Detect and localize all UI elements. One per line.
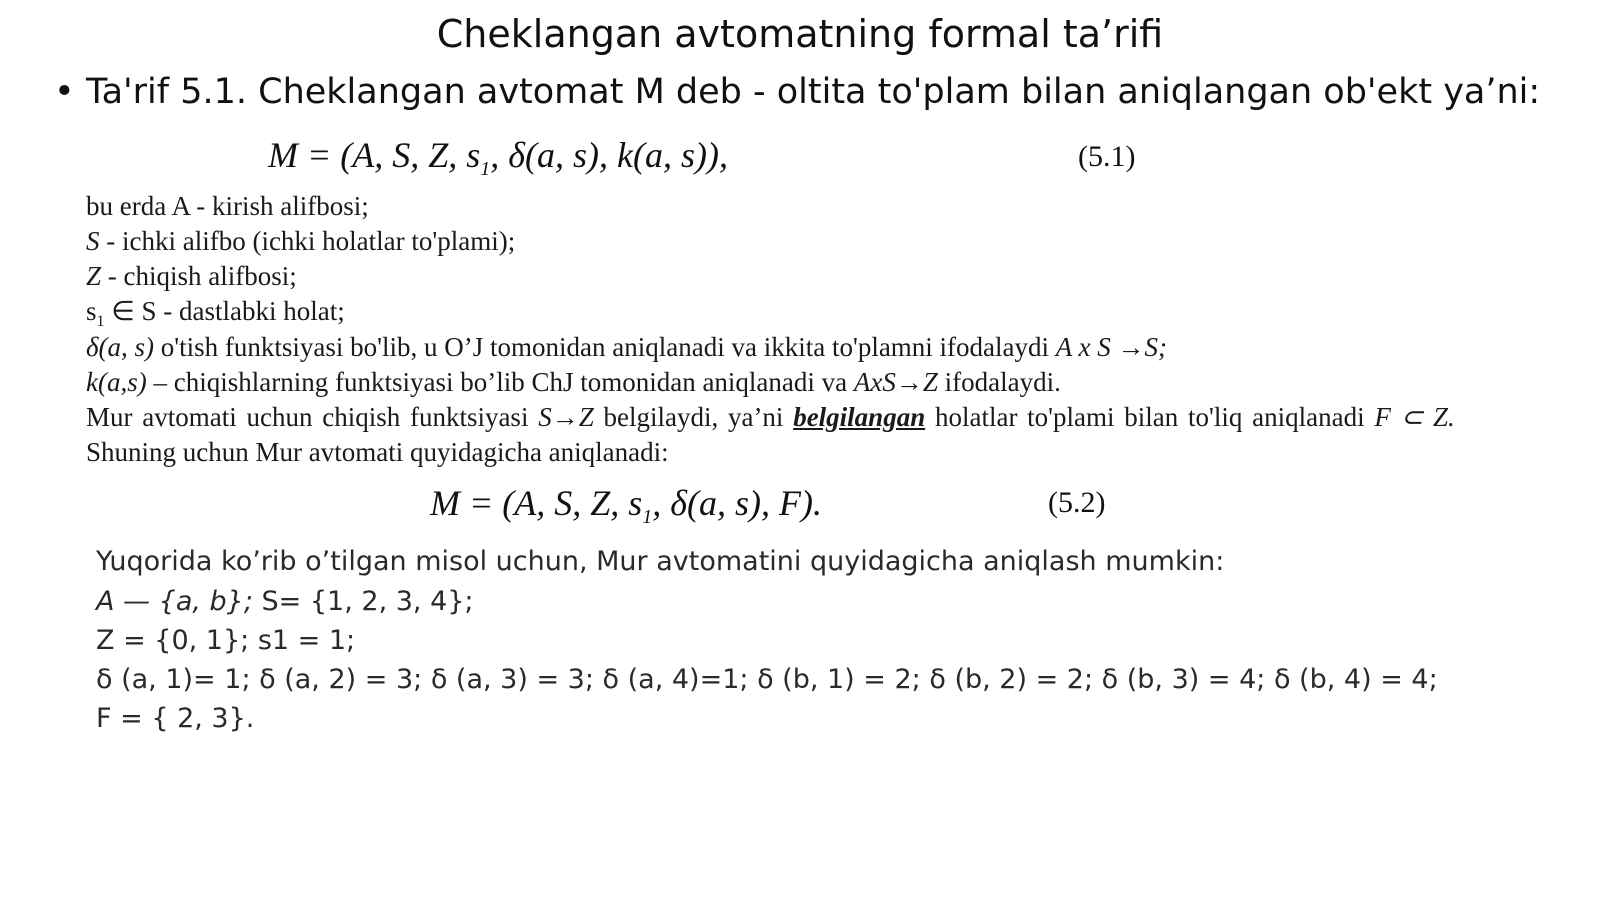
var-S: S: [86, 226, 100, 256]
var-delta: δ(a, s): [86, 332, 155, 362]
slide-title: Cheklangan avtomatning formal ta’rifi: [436, 12, 1164, 56]
formula-5-1-subscript: 1: [480, 158, 491, 180]
line-output-function: [86, 367, 1061, 398]
var-Z: Z: [86, 261, 102, 291]
definition-text: Ta'rif 5.1. Cheklangan avtomat M deb - oltita to'plam bilan aniqlangan ob'ekt ya’ni:: [86, 72, 1541, 112]
line-initial-state: [86, 296, 345, 331]
example-line-1: [96, 586, 474, 617]
line-5-text: o'tish funktsiyasi bo'lib, u O’J tomonidan aniqlanadi va ikkita to'plamni ifodalaydi: [154, 332, 1056, 362]
line-5-end: A x S →S;: [1055, 332, 1167, 362]
line-7a: Mur avtomati uchun chiqish funktsiyasi: [86, 402, 539, 432]
line-moore-definition: [86, 437, 669, 468]
line-6-text: – chiqishlarning funktsiyasi bo’lib ChJ tomonidan aniqlanadi va: [146, 367, 854, 397]
var-k: k(a,s): [86, 367, 147, 397]
example-alphabet-A: A — {a, b};: [96, 586, 253, 617]
formula-5-1-part1: M = (A, S, Z, s: [268, 135, 481, 175]
example-line-3: δ (a, 1)= 1; δ (a, 2) = 3; δ (a, 3) = 3; δ (a, 4)=1; δ (b, 1) = 2; δ (b, 2) = 2; δ (b, 3) = 4; δ (b, 4) = 4;: [96, 664, 1438, 695]
line-7c: holatlar to'plami bilan to'liq aniqlanadi: [925, 402, 1375, 432]
line-7-bold: belgilangan: [793, 402, 926, 432]
line-3-text: - chiqish alifbosi;: [101, 261, 297, 291]
bullet: •: [54, 72, 75, 112]
definition-line: [54, 72, 1584, 112]
line-output-alphabet: [86, 261, 297, 292]
line-7b: belgilaydi, ya’ni: [593, 402, 794, 432]
line-6-end: ifodalaydi.: [937, 367, 1061, 397]
line-8-text: Shuning uchun Mur avtomati quyidagicha aniqlanadi:: [86, 437, 669, 467]
line-4-text: ∈ S - dastlabki holat;: [104, 296, 345, 326]
formula-5-1-part2: , δ(a, s), k(a, s)),: [490, 135, 728, 175]
example-line-2: Z = {0, 1}; s1 = 1;: [96, 625, 356, 656]
formula-5-2-number: (5.2): [1048, 486, 1106, 519]
example-line-4: F = { 2, 3}.: [96, 703, 255, 734]
formula-5-2-subscript: 1: [642, 506, 653, 528]
line-state-alphabet: [86, 226, 515, 257]
example-states-S: S= {1, 2, 3, 4};: [252, 586, 474, 617]
formula-5-1-number: (5.1): [1078, 140, 1136, 173]
line-6-mid: AxS→Z: [853, 367, 938, 397]
line-moore-output: [86, 402, 1455, 433]
formula-5-2-part2: , δ(a, s), F).: [652, 483, 822, 523]
line-1-text: bu erda A - kirish alifbosi;: [86, 191, 369, 221]
line-transition-function: [86, 332, 1167, 363]
formula-5-1: [268, 134, 728, 181]
var-s: s: [86, 296, 97, 326]
line-2-text: - ichki alifbo (ichki holatlar to'plami);: [99, 226, 516, 256]
line-7-var: S→Z: [538, 402, 594, 432]
example-intro: Yuqorida ko’rib o’tilgan misol uchun, Mur avtomatini quyidagicha aniqlash mumkin:: [96, 546, 1225, 577]
formula-5-2: [430, 482, 822, 529]
var-s-subscript: 1: [96, 313, 105, 330]
line-7-end: F ⊂ Z.: [1374, 402, 1455, 432]
line-input-alphabet: [86, 191, 369, 222]
formula-5-2-part1: M = (A, S, Z, s: [430, 483, 643, 523]
